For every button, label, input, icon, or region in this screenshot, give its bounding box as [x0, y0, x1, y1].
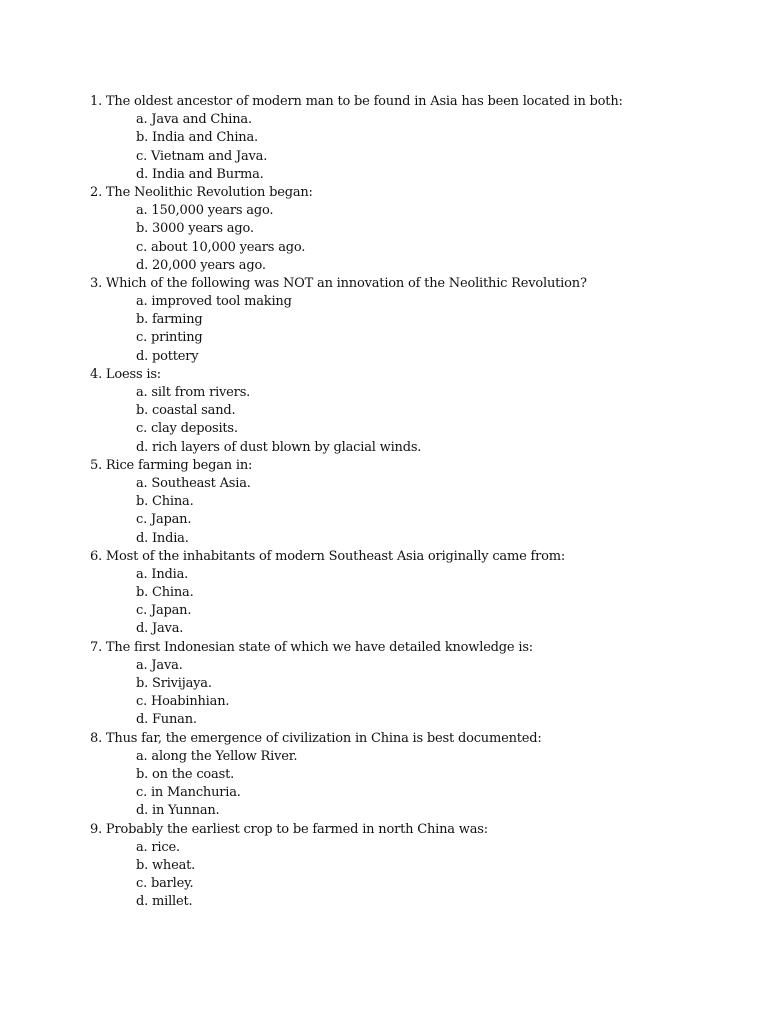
- answer-option: a. improved tool making: [136, 294, 292, 310]
- answer-option: d. in Yunnan.: [136, 803, 220, 819]
- answer-option: a. silt from rivers.: [136, 385, 251, 400]
- answer-option: d. Funan.: [136, 712, 197, 728]
- question-text: 3. Which of the following was NOT an innovation of the Neolithic Revolution?: [90, 275, 587, 291]
- question-text: 4. Loess is:: [90, 366, 161, 382]
- question-text: 1. The oldest ancestor of modern man to be found in Asia has been located in both:: [90, 94, 623, 109]
- answer-option: b. coastal sand.: [136, 403, 236, 419]
- answer-option: c. printing: [136, 330, 203, 346]
- answer-option: c. about 10,000 years ago.: [136, 239, 306, 255]
- question-block: [90, 730, 730, 821]
- answer-option: c. Vietnam and Java.: [136, 148, 268, 164]
- answer-option: b. 3000 years ago.: [136, 221, 254, 237]
- question-text: 8. Thus far, the emergence of civilization in China is best documented:: [90, 730, 542, 746]
- answer-option: b. India and China.: [136, 130, 258, 146]
- answer-option: a. rice.: [136, 839, 180, 855]
- answer-option: d. rich layers of dust blown by glacial winds.: [136, 439, 422, 455]
- answer-option: b. on the coast.: [136, 766, 235, 782]
- question-block: [90, 821, 730, 912]
- answer-option: d. pottery: [136, 348, 199, 364]
- question-block: [90, 457, 730, 548]
- answer-option: b. Srivijaya.: [136, 676, 212, 691]
- question-block: [90, 275, 730, 366]
- question-text: 5. Rice farming began in:: [90, 457, 253, 473]
- answer-option: a. Southeast Asia.: [136, 475, 251, 491]
- question-block: [90, 184, 730, 275]
- answer-option: b. wheat.: [136, 857, 196, 873]
- answer-option: d. 20,000 years ago.: [136, 257, 266, 273]
- answer-option: a. India.: [136, 566, 189, 582]
- question-text: 9. Probably the earliest crop to be farmed in north China was:: [90, 821, 488, 837]
- answer-option: c. clay deposits.: [136, 421, 238, 437]
- answer-option: c. Japan.: [136, 512, 192, 528]
- answer-option: d. India and Burma.: [136, 166, 264, 182]
- answer-option: a. 150,000 years ago.: [136, 203, 274, 219]
- answer-option: a. Java.: [136, 657, 183, 673]
- question-block: [90, 366, 730, 457]
- question-text: 6. Most of the inhabitants of modern Southeast Asia originally came from:: [90, 548, 566, 564]
- answer-option: c. in Manchuria.: [136, 785, 241, 801]
- answer-option: b. China.: [136, 494, 194, 510]
- answer-option: c. Hoabinhian.: [136, 694, 230, 710]
- answer-option: a. along the Yellow River.: [136, 748, 298, 764]
- answer-option: a. Java and China.: [136, 112, 252, 128]
- question-block: [90, 548, 730, 639]
- quiz-question-list: [90, 93, 730, 911]
- answer-option: c. barley.: [136, 876, 194, 892]
- answer-option: b. farming: [136, 312, 203, 328]
- question-block: [90, 639, 730, 730]
- answer-option: c. Japan.: [136, 603, 192, 619]
- answer-option: d. India.: [136, 530, 189, 546]
- question-block: [90, 93, 730, 184]
- answer-option: d. Java.: [136, 621, 184, 637]
- answer-option: b. China.: [136, 585, 194, 601]
- question-text: 7. The first Indonesian state of which we have detailed knowledge is:: [90, 639, 533, 655]
- answer-option: d. millet.: [136, 894, 193, 910]
- question-text: 2. The Neolithic Revolution began:: [90, 184, 313, 200]
